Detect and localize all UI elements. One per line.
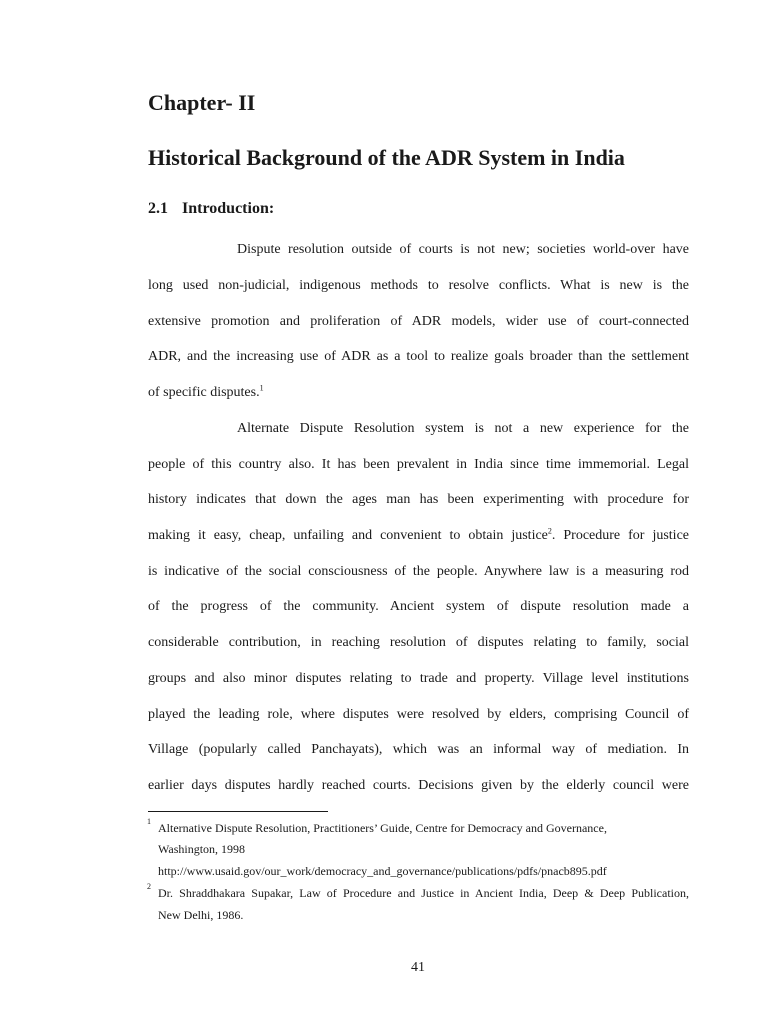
footnote-mark: 2 xyxy=(147,882,151,891)
paragraph-1-line: Dispute resolution outside of courts is not new; societies world-over have xyxy=(237,242,689,257)
paragraph-1-line: long used non-judicial, indigenous methods to resolve conflicts. What is new is the xyxy=(148,278,689,293)
paragraph-2-text: . Procedure for justice xyxy=(551,528,689,543)
paragraph-1-line xyxy=(148,384,689,402)
paragraph-2-line: Alternate Dispute Resolution system is not a new experience for the xyxy=(237,421,689,436)
paragraph-1-line: extensive promotion and proliferation of ADR models, wider use of court-connected xyxy=(148,314,689,329)
page-number: 41 xyxy=(411,960,425,975)
paragraph-2-line: Village (popularly called Panchayats), which was an informal way of mediation. In xyxy=(148,742,689,757)
chapter-heading: Chapter- II xyxy=(148,90,256,115)
paragraph-2-line: groups and also minor disputes relating to trade and property. Village level institutions xyxy=(148,671,689,686)
paragraph-2-line: is indicative of the social consciousness of the people. Anywhere law is a measuring rod xyxy=(148,564,689,579)
paragraph-2-line: played the leading role, where disputes were resolved by elders, comprising Council of xyxy=(148,707,689,722)
section-number: 2.1 xyxy=(148,200,168,217)
footnote-2-line: New Delhi, 1986. xyxy=(158,908,244,922)
section-title: Introduction: xyxy=(182,200,275,217)
footnote-1-url[interactable]: http://www.usaid.gov/our_work/democracy_and_governance/publications/pdfs/pnacb895.pdf xyxy=(158,864,607,878)
paragraph-2-line: earlier days disputes hardly reached courts. Decisions given by the elderly council were xyxy=(148,778,689,793)
footnote-divider xyxy=(148,811,328,812)
footnote-mark: 1 xyxy=(147,817,151,826)
paragraph-1-line: ADR, and the increasing use of ADR as a tool to realize goals broader than the settlement xyxy=(148,349,689,364)
footnote-reference[interactable]: 2 xyxy=(547,526,552,536)
paragraph-1-last-text: of specific disputes. xyxy=(148,385,260,400)
paragraph-2-line xyxy=(148,527,689,545)
section-heading xyxy=(148,200,274,218)
paragraph-2-line: people of this country also. It has been prevalent in India since time immemorial. Legal xyxy=(148,457,689,472)
footnote-2-line: Dr. Shraddhakara Supakar, Law of Procedure and Justice in Ancient India, Deep & Deep Publication, xyxy=(158,886,689,900)
paragraph-2-line: history indicates that down the ages man has been experimenting with procedure for xyxy=(148,492,689,507)
chapter-title: Historical Background of the ADR System in India xyxy=(148,145,625,170)
paragraph-2-text: making it easy, cheap, unfailing and convenient to obtain justice xyxy=(148,528,548,543)
paragraph-2-line: of the progress of the community. Ancient system of dispute resolution made a xyxy=(148,599,689,614)
paragraph-2-line: considerable contribution, in reaching resolution of disputes relating to family, social xyxy=(148,635,689,650)
footnote-reference[interactable]: 1 xyxy=(259,383,264,393)
footnote-1-line: Alternative Dispute Resolution, Practitioners’ Guide, Centre for Democracy and Governance, xyxy=(158,821,607,835)
footnote-1-line: Washington, 1998 xyxy=(158,842,246,856)
